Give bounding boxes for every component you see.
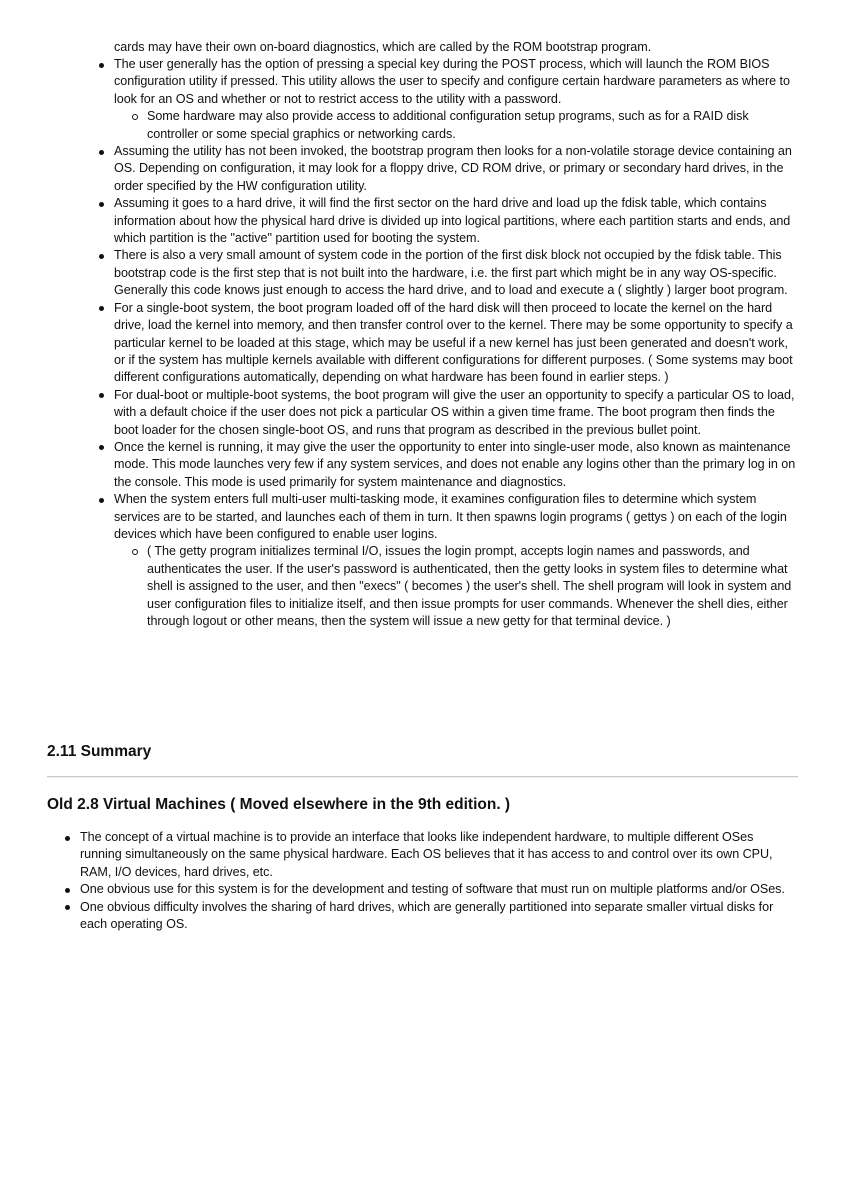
list-item (114, 56, 796, 143)
boot-process-list (114, 56, 796, 630)
list-item: Assuming the utility has not been invoked, the bootstrap program then looks for a non-volatile storage device containing an OS. Depending on configuration, it may look for a floppy drive, CD ROM drive, or primary or secondary hard drives, in the order specified by the HW configuration utility. (114, 143, 796, 195)
section-divider (47, 776, 798, 778)
list-item: For dual-boot or multiple-boot systems, the boot program will give the user an opportunity to specify a particular OS to load, with a default choice if the user does not pick a particular OS within a given time frame. The boot program then finds the boot loader for the chosen single-boot OS, and runs that program as described in the previous bullet point. (114, 387, 796, 439)
continuation-text: cards may have their own on-board diagnostics, which are called by the ROM bootstrap program. (114, 40, 652, 54)
list-item: Assuming it goes to a hard drive, it will find the first sector on the hard drive and load up the fdisk table, which contains information about how the physical hard drive is divided up into logical partitions, where each partition starts and ends, and which partition is the "active" partition used for booting the system. (114, 195, 796, 247)
list-item: One obvious difficulty involves the sharing of hard drives, which are generally partitioned into separate smaller virtual disks for each operating OS. (80, 899, 796, 934)
list-item: The concept of a virtual machine is to provide an interface that looks like independent hardware, to multiple different OSes running simultaneously on the same physical hardware. Each OS believes that it has access to and control over its own CPU, RAM, I/O devices, hard drives, etc. (80, 829, 796, 881)
section-heading-virtual-machines: Old 2.8 Virtual Machines ( Moved elsewhere in the 9th edition. ) (47, 796, 511, 813)
section-heading-summary: 2.11 Summary (47, 743, 152, 760)
sub-list (114, 108, 796, 143)
list-item-text: When the system enters full multi-user multi-tasking mode, it examines configuration files to determine which system services are to be started, and launches each of them in turn. It then spawns login programs ( gettys ) on each of the login devices which have been configured to enable user logins. (114, 492, 787, 541)
list-item: Once the kernel is running, it may give the user the opportunity to enter into single-user mode, also known as maintenance mode. This mode launches very few if any system services, and does not enable any logins other than the primary log in on the console. This mode is used primarily for system maintenance and diagnostics. (114, 439, 796, 491)
list-item (114, 491, 796, 630)
list-item: One obvious use for this system is for the development and testing of software that must run on multiple platforms and/or OSes. (80, 881, 796, 898)
sub-list-item: Some hardware may also provide access to additional configuration setup programs, such as for a RAID disk controller or some special graphics or networking cards. (147, 108, 796, 143)
sub-list-item: ( The getty program initializes terminal I/O, issues the login prompt, accepts login names and passwords, and authenticates the user. If the user's password is authenticated, then the getty looks in system files to determine what shell is assigned to the user, and then "execs" ( becomes ) the user's shell. The shell program will look in system and user configuration files to initialize itself, and then issue prompts for user commands. Whenever the shell dies, either through logout or other means, then the system will issue a new getty for that terminal device. ) (147, 543, 796, 630)
virtual-machines-list (80, 829, 796, 933)
sub-list (114, 543, 796, 630)
list-item: There is also a very small amount of system code in the portion of the first disk block not occupied by the fdisk table. This bootstrap code is the first step that is not built into the hardware, i.e. the first part which might be in any way OS-specific. Generally this code knows just enough to access the hard drive, and to load and execute a ( slightly ) larger boot program. (114, 247, 796, 299)
list-item: For a single-boot system, the boot program loaded off of the hard disk will then proceed to locate the kernel on the hard drive, load the kernel into memory, and then transfer control over to the kernel. There may be some opportunity to specify a particular kernel to be loaded at this stage, which may be useful if a new kernel has just been generated and doesn't work, or if the system has multiple kernels available with different configurations for different purposes. ( Some systems may boot different configurations automatically, depending on what hardware has been found in earlier steps. ) (114, 300, 796, 387)
list-item-text: The user generally has the option of pressing a special key during the POST process, which will launch the ROM BIOS configuration utility if pressed. This utility allows the user to specify and configure certain hardware parameters as where to look for an OS and whether or not to restrict access to the utility with a password. (114, 57, 790, 106)
